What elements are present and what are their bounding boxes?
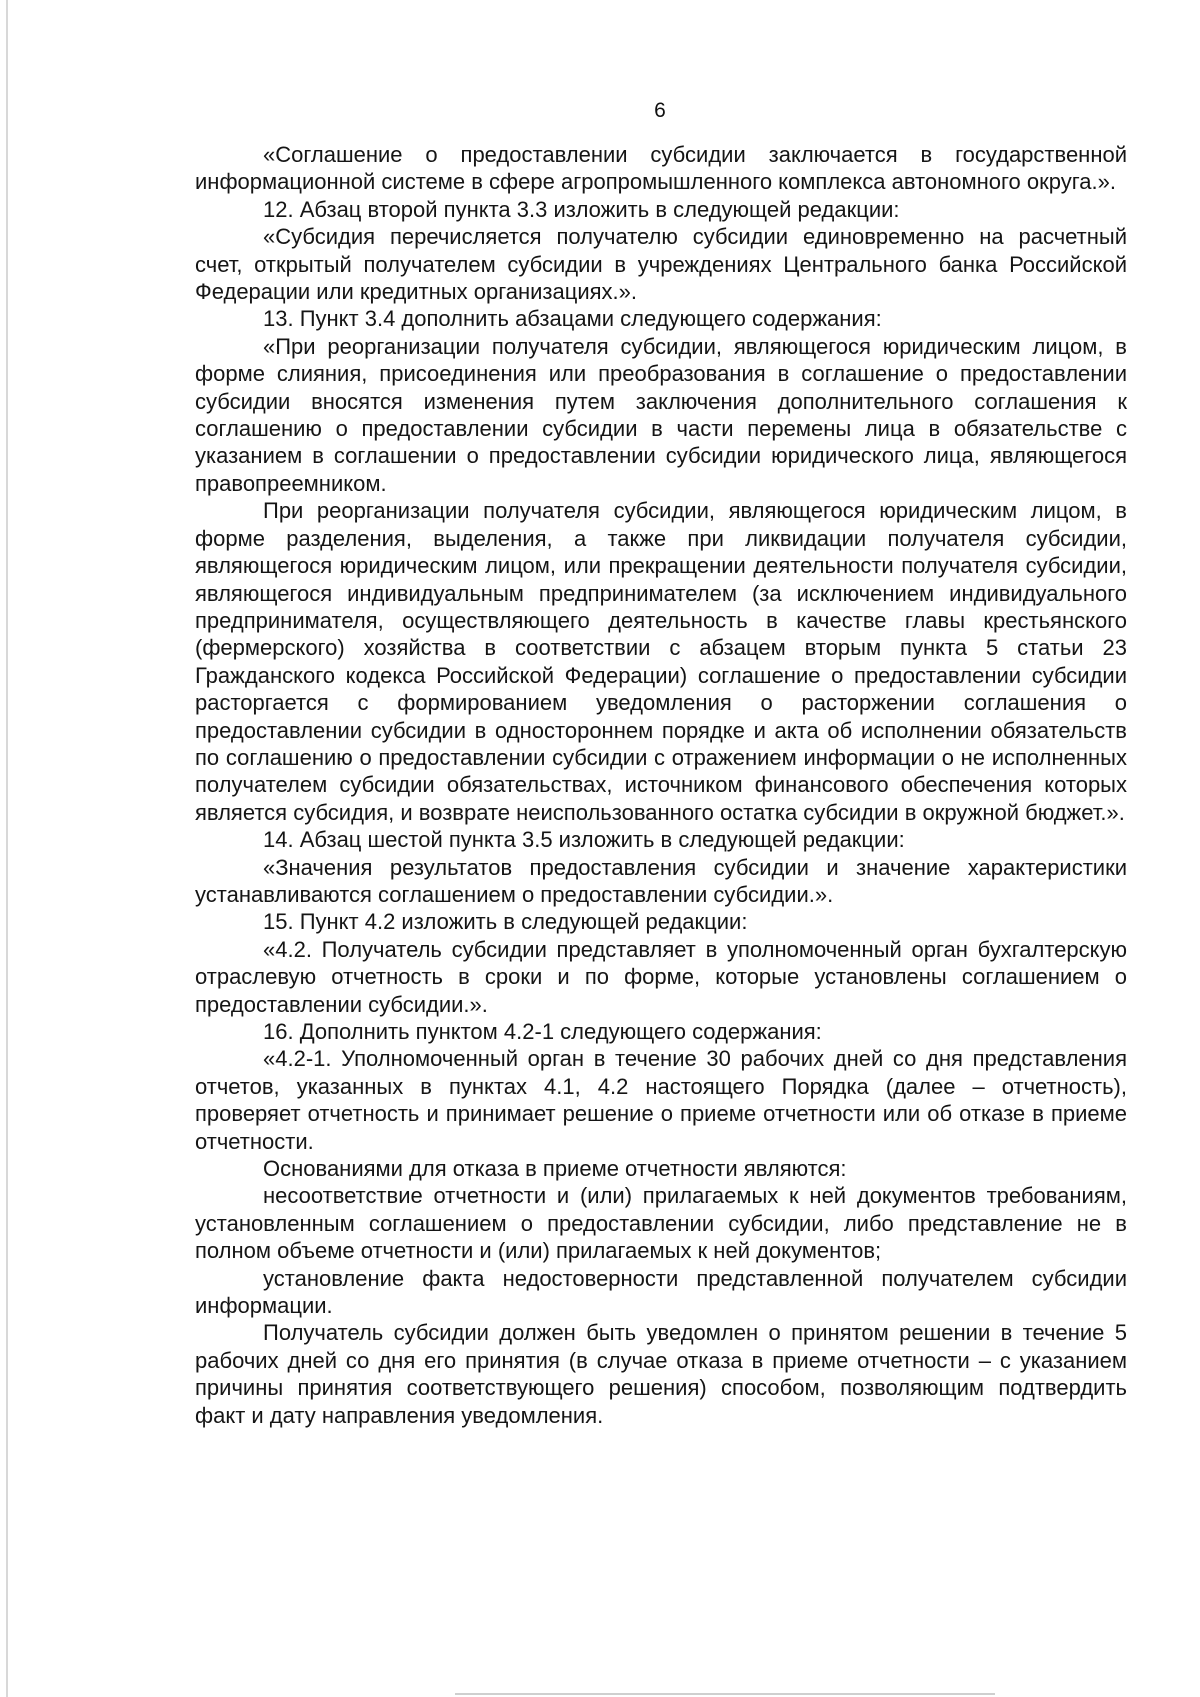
paragraph: «Значения результатов предоставления субсидии и значение характеристики устанавливаются соглашением о предоставлении субсидии.». bbox=[195, 854, 1127, 907]
paragraph: «4.2-1. Уполномоченный орган в течение 30 рабочих дней со дня представления отчетов, указанных в пунктах 4.1, 4.2 настоящего Порядка (далее – отчетность), проверяет отчетность и принимает решение о приеме отчетности или об отказе в приеме отчетности. bbox=[195, 1046, 1127, 1154]
paragraph: «При реорганизации получателя субсидии, являющегося юридическим лицом, в форме слияния, присоединения или преобразования в соглашение о предоставлении субсидии вносятся изменения путем заключения дополнительного соглашения к соглашению о предоставлении субсидии в части перемены лица в обязательстве с указанием в соглашении о предоставлении субсидии юридического лица, являющегося правопреемником. bbox=[195, 333, 1127, 496]
scan-bottom-edge bbox=[455, 1693, 995, 1695]
paragraph: несоответствие отчетности и (или) прилагаемых к ней документов требованиям, установленным соглашением о предоставлении субсидии, либо представление не в полном объеме отчетности и (или) прилагаемых к ней документов; bbox=[195, 1183, 1127, 1264]
scan-left-edge bbox=[6, 0, 8, 1697]
paragraph: 14. Абзац шестой пункта 3.5 изложить в следующей редакции: bbox=[263, 827, 905, 853]
page-number: 6 bbox=[654, 99, 666, 122]
paragraph: 12. Абзац второй пункта 3.3 изложить в следующей редакции: bbox=[263, 196, 900, 222]
paragraph: При реорганизации получателя субсидии, являющегося юридическим лицом, в форме разделения, выделения, а также при ликвидации получателя субсидии, являющегося юридическим лицом, или прекращении деятельности получателя субсидии, являющегося индивидуальным предпринимателем (за исключением индивидуального предпринимателя, осуществляющего деятельность в качестве главы крестьянского (фермерского) хозяйства в соответствии с абзацем вторым пункта 5 статьи 23 Гражданского кодекса Российской Федерации) соглашение о предоставлении субсидии расторгается с формированием уведомления о расторжении соглашения о предоставлении субсидии в одностороннем порядке и акта об исполнении обязательств по соглашению о предоставлении субсидии с отражением информации о не исполненных получателем субсидии обязательствах, источником финансового обеспечения которых является субсидия, и возврате неиспользованного остатка субсидии в окружной бюджет.». bbox=[195, 498, 1127, 825]
paragraph: Основаниями для отказа в приеме отчетности являются: bbox=[263, 1156, 847, 1182]
paragraph: установление факта недостоверности представленной получателем субсидии информации. bbox=[195, 1265, 1127, 1319]
paragraph: «4.2. Получатель субсидии представляет в уполномоченный орган бухгалтерскую отраслевую отчетность в сроки и по форме, которые установлены соглашением о предоставлении субсидии.». bbox=[195, 936, 1127, 1017]
paragraph: Получатель субсидии должен быть уведомлен о принятом решении в течение 5 рабочих дней со дня его принятия (в случае отказа в приеме отчетности – с указанием причины принятия соответствующего решения) способом, позволяющим подтвердить факт и дату направления уведомления. bbox=[195, 1320, 1127, 1428]
paragraph: 16. Дополнить пунктом 4.2-1 следующего содержания: bbox=[263, 1019, 822, 1044]
paragraph: 13. Пункт 3.4 дополнить абзацами следующего содержания: bbox=[263, 306, 882, 332]
paragraph: «Субсидия перечисляется получателю субсидии единовременно на расчетный счет, открытый получателем субсидии в учреждениях Центрального банка Российской Федерации или кредитных организациях.». bbox=[195, 224, 1127, 305]
paragraph: «Соглашение о предоставлении субсидии заключается в государственной информационной системе в сфере агропромышленного комплекса автономного округа.». bbox=[195, 142, 1127, 195]
paragraph: 15. Пункт 4.2 изложить в следующей редакции: bbox=[263, 909, 748, 935]
document-body bbox=[195, 141, 1127, 1429]
